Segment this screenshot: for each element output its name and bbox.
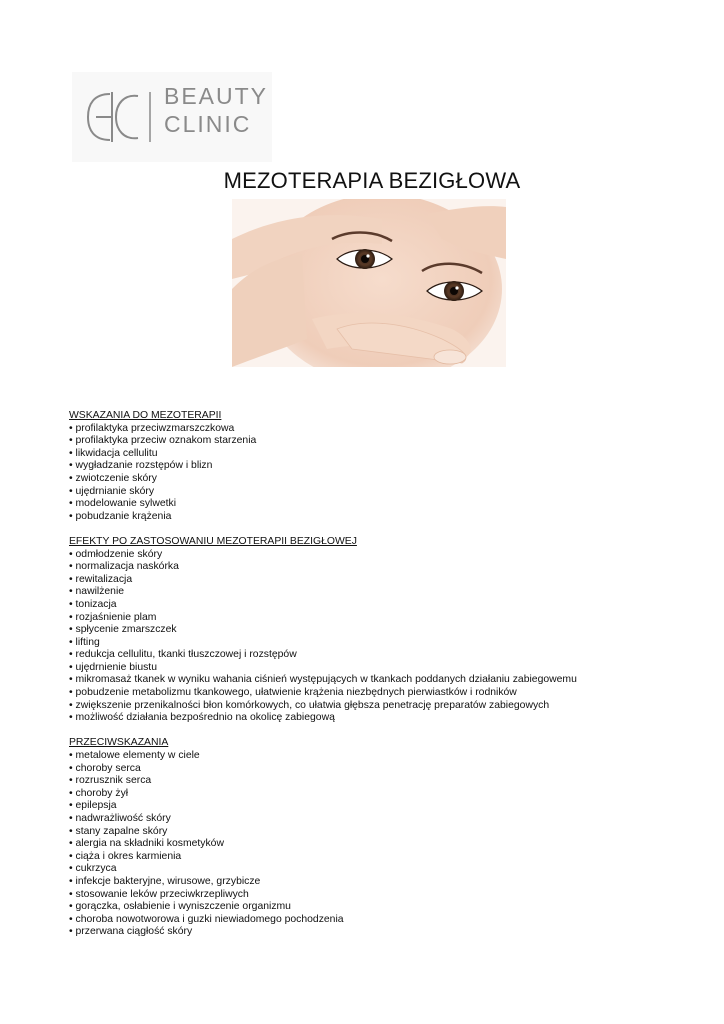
list-item: • choroby żył	[69, 787, 129, 799]
list-item: • cukrzyca	[69, 863, 117, 875]
list-item: • choroba nowotworowa i guzki niewiadomego pochodzenia	[69, 913, 344, 925]
list-item: • infekcje bakteryjne, wirusowe, grzybicze	[69, 875, 261, 887]
list-item: • profilaktyka przeciwzmarszczkowa	[69, 422, 235, 434]
list-item: • lifting	[69, 636, 100, 648]
list-item: • zwiotczenie skóry	[69, 472, 157, 484]
list-item: • modelowanie sylwetki	[69, 498, 177, 510]
list-item: • odmłodzenie skóry	[69, 548, 163, 560]
list-item: • zwiększenie przenikalności błon komórkowych, co ułatwia głębsza penetrację preparatów zabiegowych	[69, 699, 550, 711]
logo-line-clinic: CLINIC	[164, 111, 252, 137]
list-item: • normalizacja naskórka	[69, 561, 179, 573]
list-item: • likwidacja cellulitu	[69, 447, 158, 459]
ec-monogram-icon	[72, 72, 164, 162]
list-item: • redukcja cellulitu, tkanki tłuszczowej i rozstępów	[69, 649, 297, 661]
list-item: • epilepsja	[69, 800, 117, 812]
list-item: • metalowe elementy w ciele	[69, 750, 200, 762]
list-item: • mikromasaż tkanek w wyniku wahania ciśnień występujących w tkankach poddanych działaniu zabiegowemu	[69, 674, 577, 686]
section-heading: EFEKTY PO ZASTOSOWANIU MEZOTERAPII BEZIGŁOWEJ	[69, 535, 357, 547]
section-heading: WSKAZANIA DO MEZOTERAPII	[69, 410, 222, 421]
list-item: • przerwana ciągłość skóry	[69, 926, 193, 938]
list-item: • możliwość działania bezpośrednio na okolicę zabiegową	[69, 712, 335, 724]
list-item: • stany zapalne skóry	[69, 825, 168, 837]
section	[69, 536, 669, 725]
document-body	[69, 410, 669, 952]
list-item: • ujędrnianie skóry	[69, 485, 155, 497]
list-item: • spłycenie zmarszczek	[69, 624, 177, 636]
section-heading: PRZECIWSKAZANIA	[69, 737, 169, 749]
list-item: • ciąża i okres karmienia	[69, 850, 182, 862]
list-item: • ujędrnienie biustu	[69, 661, 157, 673]
logo-wordmark	[164, 82, 268, 138]
section	[69, 410, 669, 523]
list-item: • stosowanie leków przeciwkrzepliwych	[69, 888, 249, 900]
list-item: • nadwrażliwość skóry	[69, 813, 171, 824]
list-item: • gorączka, osłabienie i wyniszczenie organizmu	[69, 901, 291, 913]
list-item: • alergia na składniki kosmetyków	[69, 838, 224, 850]
eyes-frame-photo	[232, 199, 506, 367]
clinic-logo	[72, 72, 272, 162]
list-item: • rozrusznik serca	[69, 775, 152, 787]
list-item: • wygładzanie rozstępów i blizn	[69, 460, 213, 472]
list-item: • pobudzanie krążenia	[69, 510, 172, 522]
list-item: • nawilżenie	[69, 586, 125, 598]
list-item: • tonizacja	[69, 598, 117, 610]
list-item: • profilaktyka przeciw oznakom starzenia	[69, 435, 257, 447]
list-item: • pobudzenie metabolizmu tkankowego, ułatwienie krążenia niezbędnych pierwiastków i rodników	[69, 687, 517, 699]
section	[69, 737, 669, 939]
logo-line-beauty: BEAUTY	[164, 83, 269, 109]
list-item: • choroby serca	[69, 762, 141, 774]
list-item: • rewitalizacja	[69, 573, 133, 585]
page-title: MEZOTERAPIA BEZIGŁOWA	[223, 168, 521, 193]
list-item: • rozjaśnienie plam	[69, 611, 157, 623]
